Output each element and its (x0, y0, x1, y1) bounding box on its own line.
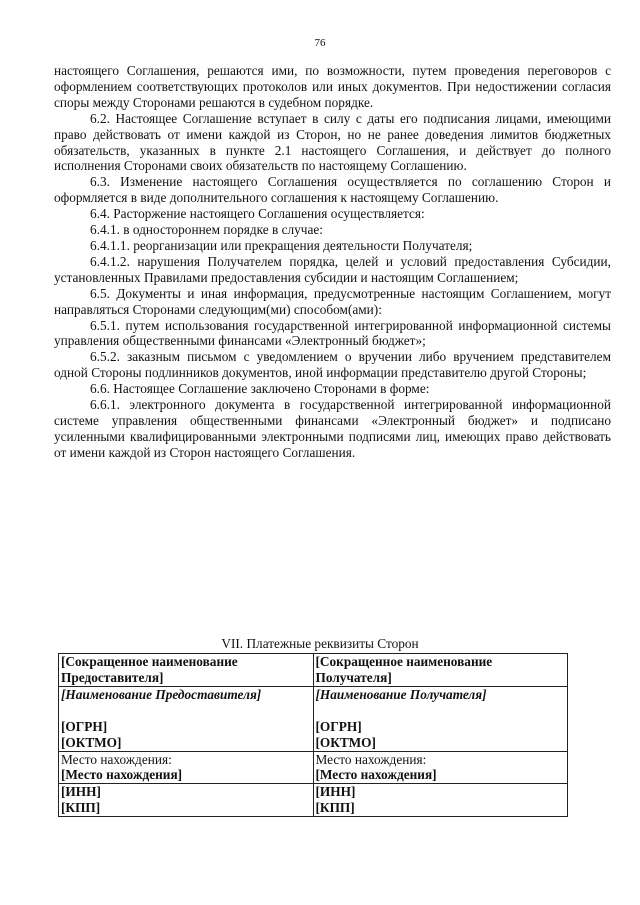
right-full-name: [Наименование Получателя] (315, 686, 487, 702)
left-oktmo: [ОКТМО] (61, 734, 122, 750)
paragraph-6-4: 6.4. Расторжение настоящего Соглашения осуществляется: (90, 206, 425, 222)
right-inn: [ИНН] (315, 784, 356, 800)
table-row (59, 784, 568, 817)
requisites-table (58, 653, 568, 817)
agreement-body (54, 63, 611, 461)
paragraph-6-4-1-2: 6.4.1.2. нарушения Получателем порядка, целей и условий предоставления Субсидии, установленных Правилами предоставления субсидии и настоящим Соглашением; (54, 253, 611, 285)
page-number: 76 (314, 37, 326, 49)
paragraph-6-4-1-1: 6.4.1.1. реорганизации или прекращения деятельности Получателя; (90, 237, 473, 253)
left-location-label: Место нахождения: (61, 751, 172, 767)
paragraph-6-3: 6.3. Изменение настоящего Соглашения осуществляется по соглашению Сторон и оформляется в виде дополнительного соглашения к настоящему Соглашению. (54, 174, 611, 206)
paragraph-6-5-2: 6.5.2. заказным письмом с уведомлением о вручении либо вручением представителем одной Стороны подлинников документов, иной информации представителю другой Стороны; (54, 349, 611, 381)
right-oktmo: [ОКТМО] (315, 734, 376, 750)
right-short-name-cell (313, 654, 568, 687)
left-ogrn: [ОГРН] (61, 718, 108, 734)
left-tax-cell (59, 784, 314, 817)
paragraph-6-5-1: 6.5.1. путем использования государственной интегрированной информационной системы управления общественными финансами «Электронный бюджет»; (54, 317, 611, 349)
right-location-cell (313, 751, 568, 784)
right-identity-cell (313, 686, 568, 751)
right-short-name: [Сокращенное наименование Получателя] (315, 654, 493, 685)
right-location: [Место нахождения] (315, 767, 437, 783)
left-location-cell (59, 751, 314, 784)
table-row (59, 654, 568, 687)
paragraph-6-5: 6.5. Документы и иная информация, предусмотренные настоящим Соглашением, могут направляться Сторонами следующим(ми) способом(ами): (54, 285, 611, 317)
right-ogrn: [ОГРН] (315, 718, 362, 734)
paragraph-6-6-1: 6.6.1. электронного документа в государственной интегрированной информационной системе управления общественными финансами «Электронный бюджет» и подписано усиленными квалифицированными электронными подписями лиц, имеющих право действовать от имени каждой из Сторон настоящего Соглашения. (54, 397, 611, 460)
paragraph-6-6: 6.6. Настоящее Соглашение заключено Сторонами в форме: (90, 381, 430, 397)
left-location: [Место нахождения] (61, 767, 183, 783)
right-tax-cell (313, 784, 568, 817)
left-inn: [ИНН] (61, 784, 101, 800)
left-identity-cell (59, 686, 314, 751)
paragraph-6-1-continuation: настоящего Соглашения, решаются ими, по возможности, путем проведения переговоров с оформлением соответствующих протоколов или иных документов. При недостижении согласия споры между Сторонами решаются в судебном порядке. (54, 63, 611, 110)
right-location-label: Место нахождения: (315, 751, 427, 767)
paragraph-6-4-1: 6.4.1. в одностороннем порядке в случае: (90, 222, 323, 238)
table-row (59, 751, 568, 784)
paragraph-6-2: 6.2. Настоящее Соглашение вступает в силу с даты его подписания лицами, имеющими право действовать от имени каждой из Сторон, но не ранее доведения лимитов бюджетных обязательств, указанных в пункте 2.1 настоящего Соглашения, и действует до полного исполнения Сторонами своих обязательств по настоящему Соглашению. (54, 110, 611, 174)
left-full-name: [Наименование Предоставителя] (61, 686, 262, 702)
left-short-name-cell (59, 654, 314, 687)
left-short-name: [Сокращенное наименование Предоставителя] (61, 654, 238, 685)
table-row (59, 686, 568, 751)
left-kpp: [КПП] (61, 800, 101, 816)
section-title: VII. Платежные реквизиты Сторон (221, 636, 419, 651)
right-kpp: [КПП] (315, 800, 355, 816)
